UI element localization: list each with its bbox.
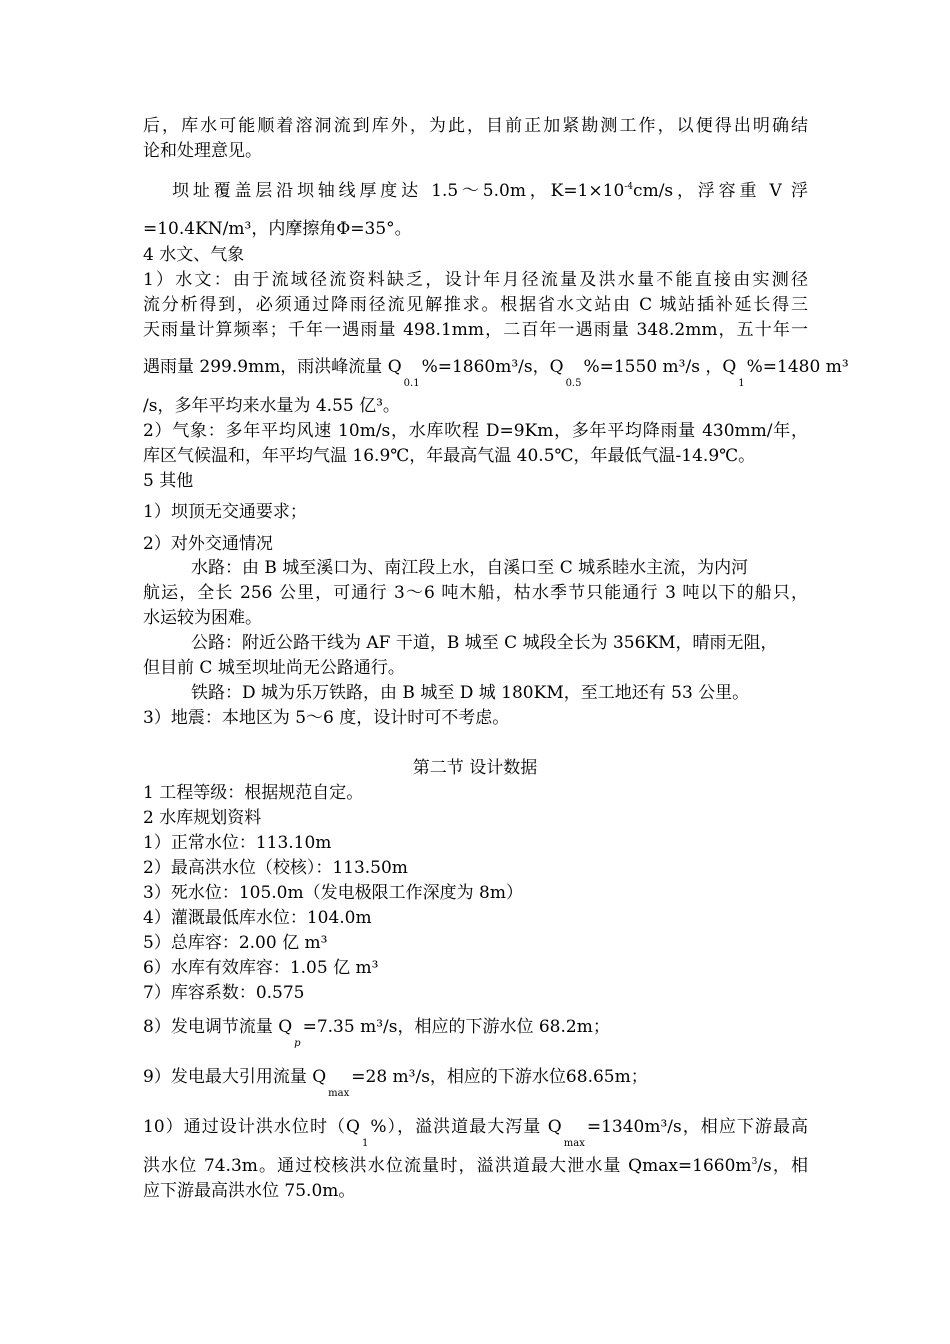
text-line: 应下游最高洪水位 75.0m。: [143, 1181, 356, 1201]
text-line: 公路：附近公路干线为 AF 干道，B 城至 C 城段全长为 356KM，晴雨无阻，: [191, 633, 778, 653]
text-span: 8）发电调节流量 Q: [143, 1017, 293, 1037]
text-line: 2 水库规划资料: [143, 808, 262, 828]
text-span: 9）发电最大引用流量 Q: [143, 1067, 327, 1087]
superscript: -4: [624, 182, 634, 192]
text-line: 1）坝顶无交通要求；: [143, 502, 307, 522]
text-line: 1）水文：由于流域径流资料缺乏，设计年月径流量及洪水量不能直接由实测径: [143, 270, 808, 290]
text-line: [143, 1116, 808, 1149]
text-line: 6）水库有效库容：1.05 亿 m³: [143, 958, 379, 978]
text-span: =7.35 m³/s，相应的下游水位 68.2m；: [302, 1017, 610, 1037]
heading-hydrology: 4 水文、气象: [143, 245, 245, 265]
text-line: 5）总库容：2.00 亿 m³: [143, 933, 328, 953]
text-line: [143, 1155, 808, 1180]
text-span: cm/s，浮容重 V 浮: [633, 181, 808, 201]
text-line: 3）地震：本地区为 5～6 度，设计时可不考虑。: [143, 708, 510, 728]
text-line: 天雨量计算频率；千年一遇雨量 498.1mm，二百年一遇雨量 348.2mm，五十年一: [143, 320, 808, 340]
text-span: 10）通过设计洪水位时（Q: [143, 1117, 360, 1137]
section-title: 第二节 设计数据: [412, 758, 538, 778]
superscript: 3: [751, 1157, 758, 1167]
text-line: 1 工程等级：根据规范自定。: [143, 783, 364, 803]
text-line: 2）对外交通情况: [143, 534, 273, 554]
subscript: p: [294, 1038, 301, 1049]
text-span: %=1550 m³/s ，Q: [583, 357, 737, 377]
text-line: [172, 180, 808, 205]
subscript: 0.1: [403, 378, 420, 389]
text-line: [143, 356, 849, 389]
text-line: 铁路：D 城为乐万铁路，由 B 城至 D 城 180KM，至工地还有 53 公里。: [191, 683, 750, 703]
text-span: /s，相: [757, 1156, 809, 1176]
text-line: [143, 1016, 610, 1049]
text-span: 遇雨量 299.9mm，雨洪峰流量 Q: [143, 357, 402, 377]
text-line: 水运较为困难。: [143, 608, 262, 628]
text-span: =1340m³/s，相应下游最高: [586, 1117, 808, 1137]
text-line: 2）最高洪水位（校核）：113.50m: [143, 858, 408, 878]
text-line: 航运，全长 256 公里，可通行 3～6 吨木船，枯水季节只能通行 3 吨以下的船只，: [143, 583, 808, 603]
text-span: %=1480 m³: [746, 357, 849, 377]
text-line: [143, 1066, 648, 1099]
text-line: 论和处理意见。: [143, 141, 262, 161]
text-line: 库区气候温和，年平均气温 16.9℃，年最高气温 40.5℃，年最低气温-14.9℃。: [143, 446, 756, 466]
subscript: max: [563, 1138, 585, 1149]
text-span: %=1860m³/s，Q: [421, 357, 564, 377]
text-line: 1）正常水位：113.10m: [143, 833, 332, 853]
text-line: 3）死水位：105.0m（发电极限工作深度为 8m）: [143, 883, 523, 903]
text-line: =10.4KN/m³，内摩擦角Φ=35°。: [143, 219, 412, 239]
subscript: 0.5: [565, 378, 582, 389]
subscript: 1: [738, 378, 745, 389]
text-line: 2）气象：多年平均风速 10m/s，水库吹程 D=9Km，多年平均降雨量 430mm/年，: [143, 421, 808, 441]
text-span: 坝址覆盖层沿坝轴线厚度达 1.5～5.0m，K=1×10: [172, 181, 625, 201]
subscript: max: [328, 1088, 350, 1099]
heading-other: 5 其他: [143, 471, 194, 491]
text-line: 流分析得到，必须通过降雨径流见解推求。根据省水文站由 C 城站插补延长得三: [143, 295, 808, 315]
text-span: %），溢洪道最大泻量 Q: [370, 1117, 562, 1137]
text-span: =28 m³/s，相应的下游水位68.65m；: [351, 1067, 648, 1087]
text-line: 水路：由 B 城至溪口为、南江段上水，自溪口至 C 城系睦水主流，为内河: [191, 558, 749, 578]
text-span: 洪水位 74.3m。通过校核洪水位流量时，溢洪道最大泄水量 Qmax=1660m: [143, 1156, 752, 1176]
text-line: 但目前 C 城至坝址尚无公路通行。: [143, 658, 405, 678]
text-line: /s，多年平均来水量为 4.55 亿³。: [143, 396, 400, 416]
text-line: 4）灌溉最低库水位：104.0m: [143, 908, 372, 928]
text-line: 7）库容系数：0.575: [143, 983, 305, 1003]
subscript: 1: [361, 1138, 369, 1149]
text-line: 后，库水可能顺着溶洞流到库外，为此，目前正加紧勘测工作，以便得出明确结: [143, 116, 808, 136]
